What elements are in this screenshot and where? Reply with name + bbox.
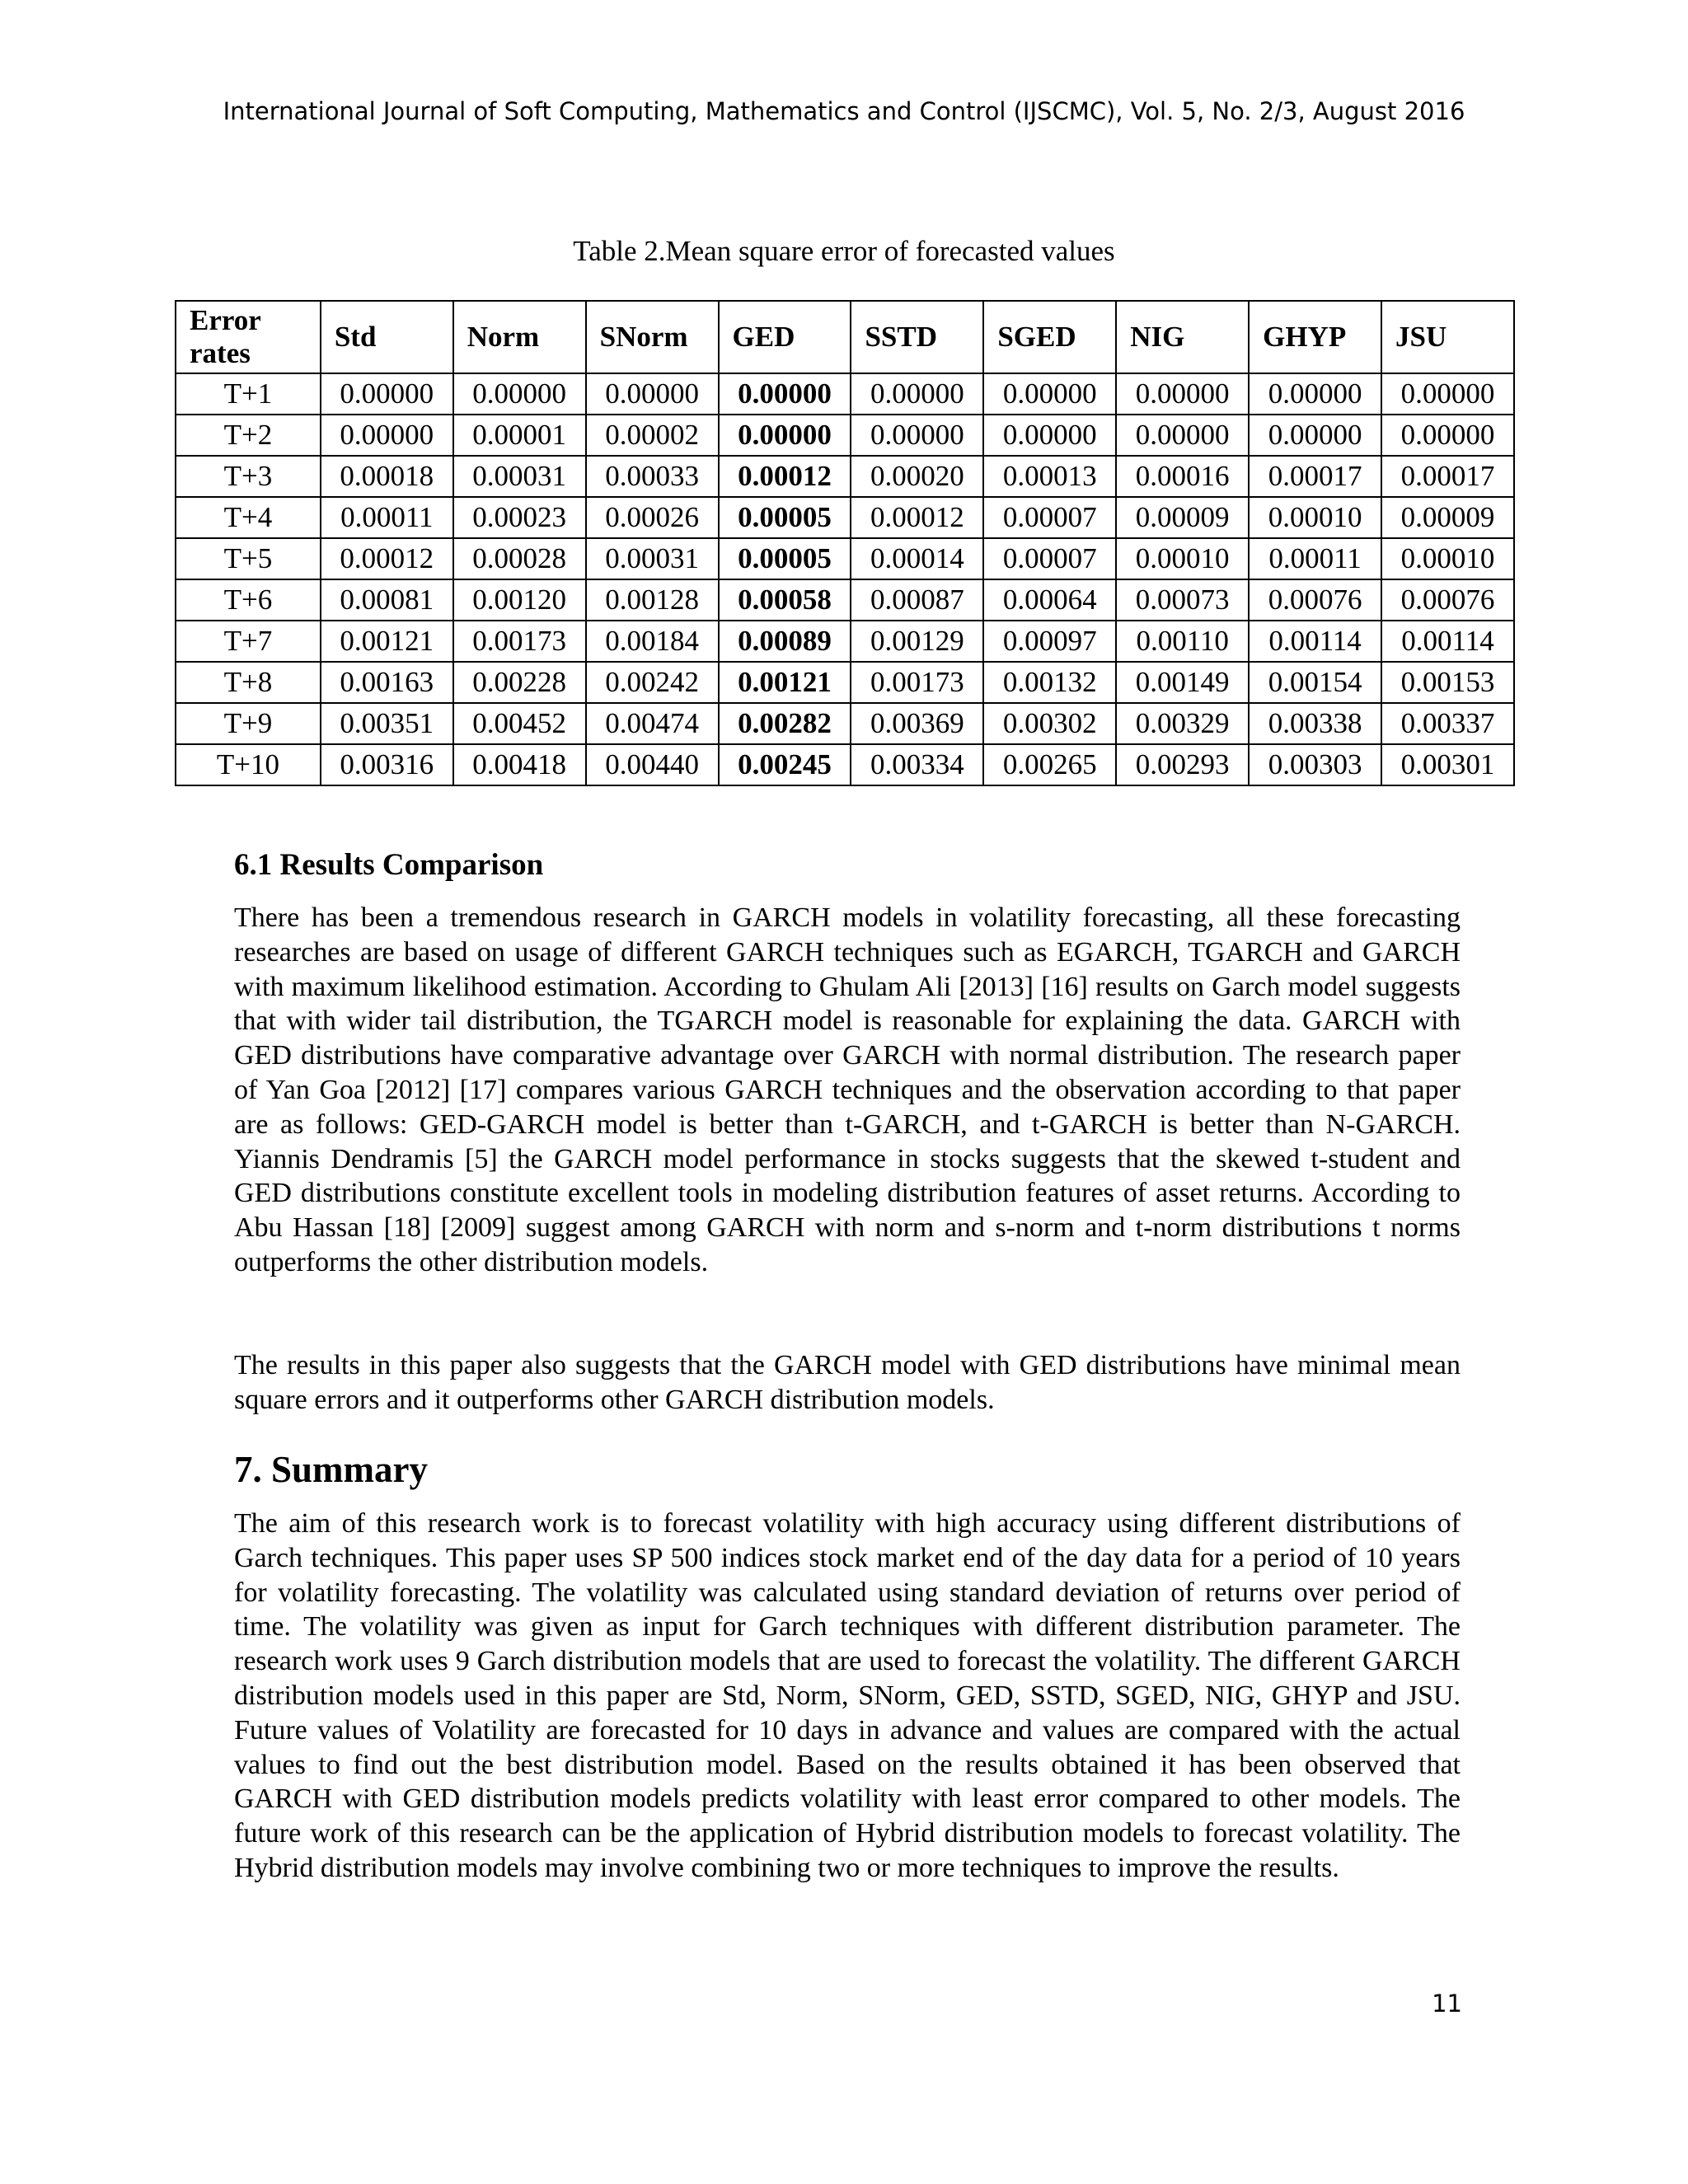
table-cell: 0.00000 [1249,373,1381,415]
row-label: T+8 [176,662,321,703]
row-label: T+6 [176,579,321,621]
column-header-error-rates: Error rates [176,301,321,373]
table-cell: 0.00128 [586,579,719,621]
row-label: T+1 [176,373,321,415]
table-cell: 0.00245 [719,744,851,785]
table-cell: 0.00007 [983,538,1116,579]
table-cell: 0.00002 [586,415,719,456]
table-cell: 0.00265 [983,744,1116,785]
journal-header: International Journal of Soft Computing, Mathematics and Control (IJSCMC), Vol. 5, No. 2/3, August 2016 [223,97,1465,125]
table-cell: 0.00011 [1249,538,1381,579]
table-row [176,538,1514,579]
table-cell: 0.00023 [453,497,586,538]
table-cell: 0.00129 [851,621,983,662]
table-cell: 0.00000 [321,415,453,456]
table-cell: 0.00293 [1116,744,1249,785]
table-cell: 0.00010 [1249,497,1381,538]
table-cell: 0.00009 [1381,497,1514,538]
table-cell: 0.00329 [1116,703,1249,744]
table-cell: 0.00000 [1249,415,1381,456]
table-cell: 0.00440 [586,744,719,785]
section-6-1-paragraph-1: There has been a tremendous research in GARCH models in volatility forecasting, all these forecasting researches are based on usage of different GARCH techniques such as EGARCH, TGARCH and GARCH with maximum likelihood estimation. According to Ghulam Ali [2013] [16] results on Garch model suggests that with wider tail distribution, the TGARCH model is reasonable for explaining the data. GARCH with GED distributions have comparative advantage over GARCH with normal distribution. The research paper of Yan Goa [2012] [17] compares various GARCH techniques and the observation according to that paper are as follows: GED-GARCH model is better than t-GARCH, and t-GARCH is better than N-GARCH. Yiannis Dendramis [5] the GARCH model performance in stocks suggests that the skewed t-student and GED distributions constitute excellent tools in modeling distribution features of asset returns. According to Abu Hassan [18] [2009] suggest among GARCH with norm and s-norm and t-norm distributions t norms outperforms the other distribution models. [234,902,1461,1277]
table-cell: 0.00000 [1381,373,1514,415]
table-cell: 0.00000 [851,373,983,415]
table-cell: 0.00302 [983,703,1116,744]
row-label: T+2 [176,415,321,456]
table-cell: 0.00369 [851,703,983,744]
table-cell: 0.00000 [851,415,983,456]
table-cell: 0.00000 [719,415,851,456]
table-cell: 0.00058 [719,579,851,621]
table-cell: 0.00073 [1116,579,1249,621]
table-cell: 0.00474 [586,703,719,744]
table-cell: 0.00338 [1249,703,1381,744]
column-header-norm: Norm [453,301,586,373]
table-cell: 0.00000 [719,373,851,415]
table-row [176,373,1514,415]
table-row [176,497,1514,538]
column-header-sged: SGED [983,301,1116,373]
table-cell: 0.00014 [851,538,983,579]
table-cell: 0.00010 [1116,538,1249,579]
page-number: 11 [1432,1990,1462,2018]
table-cell: 0.00000 [321,373,453,415]
column-header-ghyp: GHYP [1249,301,1381,373]
table-cell: 0.00351 [321,703,453,744]
column-header-snorm: SNorm [586,301,719,373]
table-cell: 0.00017 [1249,456,1381,497]
row-label: T+10 [176,744,321,785]
table-cell: 0.00173 [453,621,586,662]
table-row [176,744,1514,785]
section-7 [234,1448,1461,1491]
table-cell: 0.00132 [983,662,1116,703]
row-label: T+5 [176,538,321,579]
table-cell: 0.00001 [453,415,586,456]
section-6-1-paragraph-2: The results in this paper also suggests that the GARCH model with GED distributions have minimal mean square errors and it outperforms other GARCH distribution models. [234,1350,1461,1415]
column-header-std: Std [321,301,453,373]
table-cell: 0.00017 [1381,456,1514,497]
table-cell: 0.00007 [983,497,1116,538]
table-caption: Table 2.Mean square error of forecasted values [573,235,1115,267]
section-7-paragraph: The aim of this research work is to forecast volatility with high accuracy using different distributions of Garch techniques. This paper uses SP 500 indices stock market end of the day data for a period of 10 years for volatility forecasting. The volatility was calculated using standard deviation of returns over period of time. The volatility was given as input for Garch techniques with different distribution parameter. The research work uses 9 Garch distribution models that are used to forecast the volatility. The different GARCH distribution models used in this paper are Std, Norm, SNorm, GED, SSTD, SGED, NIG, GHYP and JSU. Future values of Volatility are forecasted for 10 days in advance and values are compared with the actual values to find out the best distribution model. Based on the results obtained it has been observed that GARCH with GED distribution models predicts volatility with least error compared to other models. The future work of this research can be the application of Hybrid distribution models to forecast volatility. The Hybrid distribution models may involve combining two or more techniques to improve the results. [234,1508,1461,1883]
table-row [176,662,1514,703]
table-body [176,373,1514,785]
table-cell: 0.00173 [851,662,983,703]
table-cell: 0.00000 [983,373,1116,415]
table-cell: 0.00163 [321,662,453,703]
table-cell: 0.00087 [851,579,983,621]
section-heading: 6.1 Results Comparison [234,848,544,882]
table-cell: 0.00121 [719,662,851,703]
table-cell: 0.00184 [586,621,719,662]
section-heading: 7. Summary [234,1449,428,1490]
table-cell: 0.00089 [719,621,851,662]
row-label: T+4 [176,497,321,538]
table-cell: 0.00114 [1381,621,1514,662]
table-row [176,703,1514,744]
column-header-nig: NIG [1116,301,1249,373]
table-cell: 0.00010 [1381,538,1514,579]
table-cell: 0.00153 [1381,662,1514,703]
column-header-jsu: JSU [1381,301,1514,373]
table-cell: 0.00000 [586,373,719,415]
table-cell: 0.00028 [453,538,586,579]
table-cell: 0.00303 [1249,744,1381,785]
table-cell: 0.00110 [1116,621,1249,662]
table-row [176,621,1514,662]
table-cell: 0.00452 [453,703,586,744]
table-cell: 0.00031 [453,456,586,497]
table-cell: 0.00228 [453,662,586,703]
table-cell: 0.00012 [719,456,851,497]
table-cell: 0.00016 [1116,456,1249,497]
table-header-row [176,301,1514,373]
table-cell: 0.00301 [1381,744,1514,785]
table-cell: 0.00076 [1249,579,1381,621]
table-cell: 0.00337 [1381,703,1514,744]
table-cell: 0.00097 [983,621,1116,662]
table-row [176,579,1514,621]
table-cell: 0.00000 [1116,373,1249,415]
table-cell: 0.00418 [453,744,586,785]
table-cell: 0.00012 [321,538,453,579]
table-cell: 0.00114 [1249,621,1381,662]
column-header-sstd: SSTD [851,301,983,373]
table-cell: 0.00120 [453,579,586,621]
table-cell: 0.00081 [321,579,453,621]
table-cell: 0.00009 [1116,497,1249,538]
table-cell: 0.00000 [453,373,586,415]
table-cell: 0.00149 [1116,662,1249,703]
table-cell: 0.00013 [983,456,1116,497]
row-label: T+7 [176,621,321,662]
table-cell: 0.00154 [1249,662,1381,703]
table-cell: 0.00012 [851,497,983,538]
table-cell: 0.00026 [586,497,719,538]
table-cell: 0.00005 [719,538,851,579]
column-header-ged: GED [719,301,851,373]
row-label: T+9 [176,703,321,744]
table-row [176,415,1514,456]
table-row [176,456,1514,497]
table-cell: 0.00064 [983,579,1116,621]
mse-table [175,300,1515,786]
table-cell: 0.00316 [321,744,453,785]
table-cell: 0.00031 [586,538,719,579]
table-cell: 0.00018 [321,456,453,497]
table-cell: 0.00121 [321,621,453,662]
table-cell: 0.00033 [586,456,719,497]
table-cell: 0.00076 [1381,579,1514,621]
table-cell: 0.00242 [586,662,719,703]
row-label: T+3 [176,456,321,497]
table-cell: 0.00000 [983,415,1116,456]
table-cell: 0.00282 [719,703,851,744]
table-cell: 0.00000 [1381,415,1514,456]
table-cell: 0.00020 [851,456,983,497]
table-cell: 0.00011 [321,497,453,538]
section-6-1 [234,847,1461,883]
table-cell: 0.00000 [1116,415,1249,456]
table-cell: 0.00005 [719,497,851,538]
table-cell: 0.00334 [851,744,983,785]
